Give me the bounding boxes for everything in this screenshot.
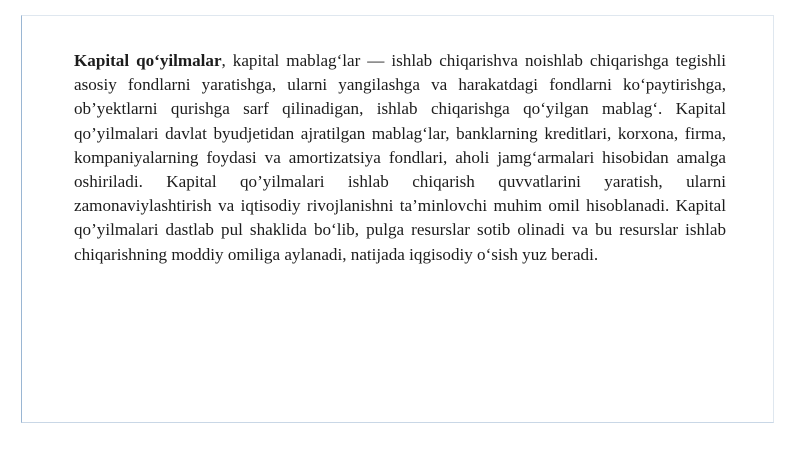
slide-frame — [21, 15, 774, 423]
definition-paragraph — [74, 49, 726, 267]
definition-text: , kapital mablag‘lar — ishlab chiqarishva noishlab chiqarishga tegishli asosiy fondlarni yaratishga, ularni yangilashga va harakatdagi fondlarni ko‘paytirishga, ob’yektlarni qurishga sarf qilinadigan, ishlab chiqarishga qo‘yilgan mablag‘. Kapital qo’yilmalari davlat byudjetidan ajratilgan mablag‘lar, banklarning kreditlari, korxona, firma, kompaniyalarning foydasi va amortizatsiya fondlari, aholi jamg‘armalari hisobidan amalga oshiriladi. Kapital qo’yilmalari ishlab chiqarish quvvatlarini yaratish, ularni zamonaviylashtirish va iqtisodiy rivojlanishni ta’minlovchi muhim omil hisoblanadi. Kapital qo’yilmalari dastlab pul shaklida bo‘lib, pulga resurslar sotib olinadi va bu resurslar ishlab chiqarishning moddiy omiliga aylanadi, natijada iqgisodiy o‘sish yuz beradi. — [74, 51, 726, 264]
defined-term: Kapital qo‘yilmalar — [74, 51, 222, 70]
